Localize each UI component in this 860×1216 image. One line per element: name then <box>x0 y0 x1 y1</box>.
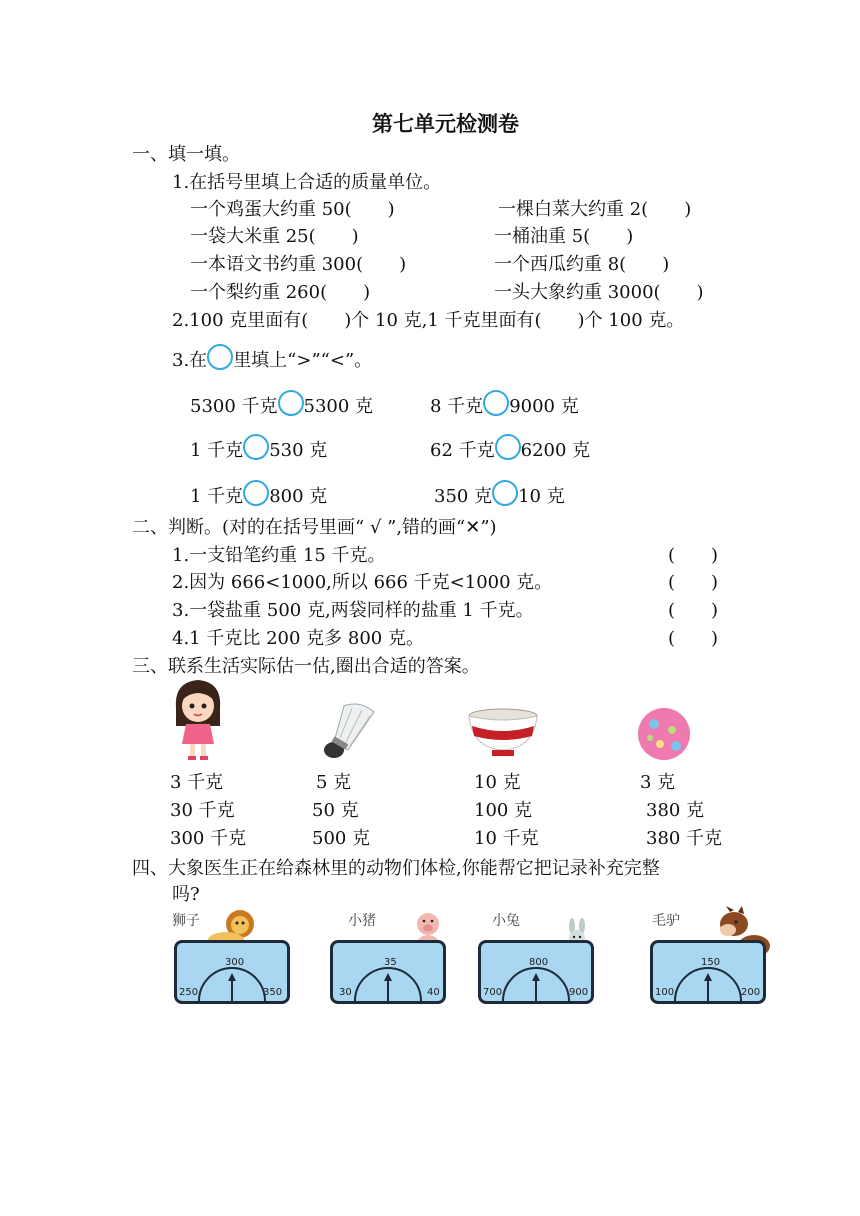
q3-prefix: 3.在 <box>172 350 208 371</box>
option-item[interactable]: 100 克 <box>474 800 533 821</box>
answer-circle[interactable] <box>278 390 304 416</box>
option-item[interactable]: 10 克 <box>474 772 521 793</box>
girl-icon <box>166 676 230 762</box>
q2-text: 2.100 克里面有( )个 10 克,1 千克里面有( )个 100 克。 <box>172 310 685 331</box>
judge-paren[interactable]: ( ) <box>668 545 719 566</box>
fill-item: 一个鸡蛋大约重 50( ) <box>190 199 395 220</box>
shuttlecock-icon <box>312 700 380 762</box>
scale-display <box>478 940 594 1004</box>
scale-tick-right: 40 <box>427 987 440 998</box>
scale-tick-mid: 150 <box>701 957 721 968</box>
scale-tick-left: 100 <box>655 987 675 998</box>
judge-item: 2.因为 666<1000,所以 666 千克<1000 克。 <box>172 572 553 593</box>
section4-heading: 四、大象医生正在给森林里的动物们体检,你能帮它把记录补充完整 <box>132 858 660 879</box>
page-title: 第七单元检测卷 <box>372 111 519 136</box>
section2-heading: 二、判断。(对的在括号里画“ √ ”,错的画“✕”) <box>132 517 497 538</box>
fill-item: 一桶油重 5( ) <box>494 226 634 247</box>
scale-display <box>650 940 766 1004</box>
scale-tick-left: 250 <box>179 987 199 998</box>
option-item[interactable]: 3 克 <box>640 772 676 793</box>
judge-paren[interactable]: ( ) <box>668 572 719 593</box>
compare-item: 1 千克 530 克 <box>190 434 327 462</box>
answer-circle[interactable] <box>483 390 509 416</box>
compare-item: 350 克 10 克 <box>434 480 565 508</box>
option-item[interactable]: 3 千克 <box>170 772 224 793</box>
fill-item: 一个梨约重 260( ) <box>190 282 371 303</box>
judge-item: 1.一支铅笔约重 15 千克。 <box>172 545 386 566</box>
scale-display <box>330 940 446 1004</box>
judge-paren[interactable]: ( ) <box>668 628 719 649</box>
option-item[interactable]: 50 克 <box>312 800 359 821</box>
section1-heading: 一、填一填。 <box>132 144 240 165</box>
scale-tick-mid: 800 <box>529 957 549 968</box>
fill-item: 一本语文书约重 300( ) <box>190 254 407 275</box>
compare-item: 5300 千克 5300 克 <box>190 390 373 418</box>
section4-heading-cont: 吗? <box>172 884 200 905</box>
scale-tick-right: 350 <box>263 987 283 998</box>
scale-tick-mid: 300 <box>225 957 245 968</box>
q1-text: 1.在括号里填上合适的质量单位。 <box>172 172 442 193</box>
fill-item: 一个西瓜约重 8( ) <box>494 254 670 275</box>
compare-circle-icon <box>207 344 233 370</box>
animal-label: 小猪 <box>348 913 376 929</box>
scale-tick-mid: 35 <box>384 957 397 968</box>
option-item[interactable]: 380 千克 <box>646 828 723 849</box>
judge-item: 3.一袋盐重 500 克,两袋同样的盐重 1 千克。 <box>172 600 534 621</box>
answer-circle[interactable] <box>492 480 518 506</box>
q3-suffix: 里填上“>”“<”。 <box>233 350 373 371</box>
compare-item: 1 千克 800 克 <box>190 480 327 508</box>
judge-item: 4.1 千克比 200 克多 800 克。 <box>172 628 424 649</box>
scale-tick-right: 900 <box>569 987 589 998</box>
q3-text <box>172 344 372 372</box>
bowl-icon <box>466 706 540 758</box>
ball-icon <box>636 706 692 762</box>
option-item[interactable]: 10 千克 <box>474 828 539 849</box>
compare-item: 8 千克 9000 克 <box>430 390 579 418</box>
option-item[interactable]: 5 克 <box>316 772 352 793</box>
section3-heading: 三、联系生活实际估一估,圈出合适的答案。 <box>132 656 480 677</box>
scale-display <box>174 940 290 1004</box>
animal-label: 毛驴 <box>652 913 680 929</box>
answer-circle[interactable] <box>243 480 269 506</box>
answer-circle[interactable] <box>495 434 521 460</box>
compare-item: 62 千克 6200 克 <box>430 434 590 462</box>
fill-item: 一袋大米重 25( ) <box>190 226 359 247</box>
scale-tick-left: 30 <box>339 987 352 998</box>
animal-label: 狮子 <box>172 913 200 929</box>
fill-item: 一棵白菜大约重 2( ) <box>498 199 692 220</box>
judge-paren[interactable]: ( ) <box>668 600 719 621</box>
scale-tick-left: 700 <box>483 987 503 998</box>
option-item[interactable]: 300 千克 <box>170 828 247 849</box>
scale-tick-right: 200 <box>741 987 761 998</box>
option-item[interactable]: 500 克 <box>312 828 371 849</box>
animal-label: 小兔 <box>492 913 520 929</box>
option-item[interactable]: 380 克 <box>646 800 705 821</box>
answer-circle[interactable] <box>243 434 269 460</box>
option-item[interactable]: 30 千克 <box>170 800 235 821</box>
fill-item: 一头大象约重 3000( ) <box>494 282 704 303</box>
